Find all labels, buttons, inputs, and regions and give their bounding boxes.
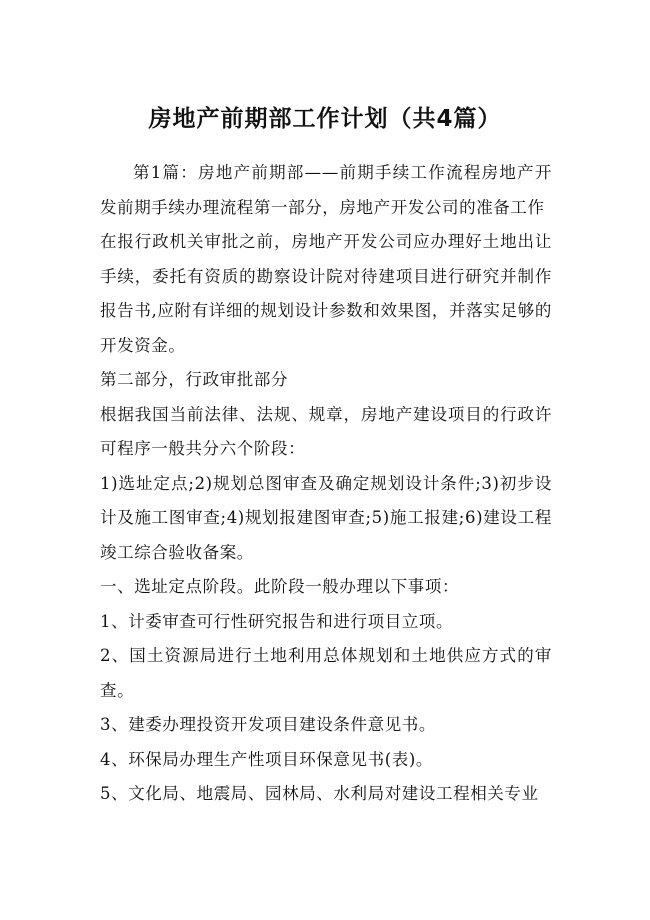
- paragraph-intro: 第1篇：房地产前期部——前期手续工作流程房地产开发前期手续办理流程第一部分，房地产开发公司的准备工作: [100, 163, 552, 217]
- list-item: 4、环保局办理生产性项目环保意见书(表)。: [100, 749, 433, 769]
- paragraph-preparation: 在报行政机关审批之前，房地产开发公司应办理好土地出让手续，委托有资质的勘察设计院对待建项目进行研究并制作报告书,应附有详细的规划设计参数和效果图，并落实足够的开发资金。: [100, 232, 552, 355]
- list-item: 3、建委办理投资开发项目建设条件意见书。: [100, 715, 436, 734]
- document-title: 房地产前期部工作计划（共4篇）: [148, 106, 502, 132]
- section-heading-site-selection: 一、选址定点阶段。此阶段一般办理以下事项：: [100, 577, 460, 596]
- section-heading-part-two: 第二部分，行政审批部分: [100, 370, 289, 389]
- document-body: [100, 156, 552, 812]
- paragraph-six-stages: 1)选址定点;2)规划总图审查及确定规划设计条件;3)初步设计及施工图审查;4)规划报建图审查;5)施工报建;6)建设工程竣工综合验收备案。: [100, 473, 552, 562]
- paragraph-legal-basis: 根据我国当前法律、法规、规章，房地产建设项目的行政许可程序一般共分六个阶段：: [100, 404, 552, 458]
- list-item: 1、计委审查可行性研究报告和进行项目立项。: [100, 611, 454, 631]
- list-item: 5、文化局、地震局、园林局、水利局对建设工程相关专业: [100, 784, 539, 803]
- list-item: 2、国土资源局进行土地利用总体规划和土地供应方式的审查。: [100, 646, 552, 700]
